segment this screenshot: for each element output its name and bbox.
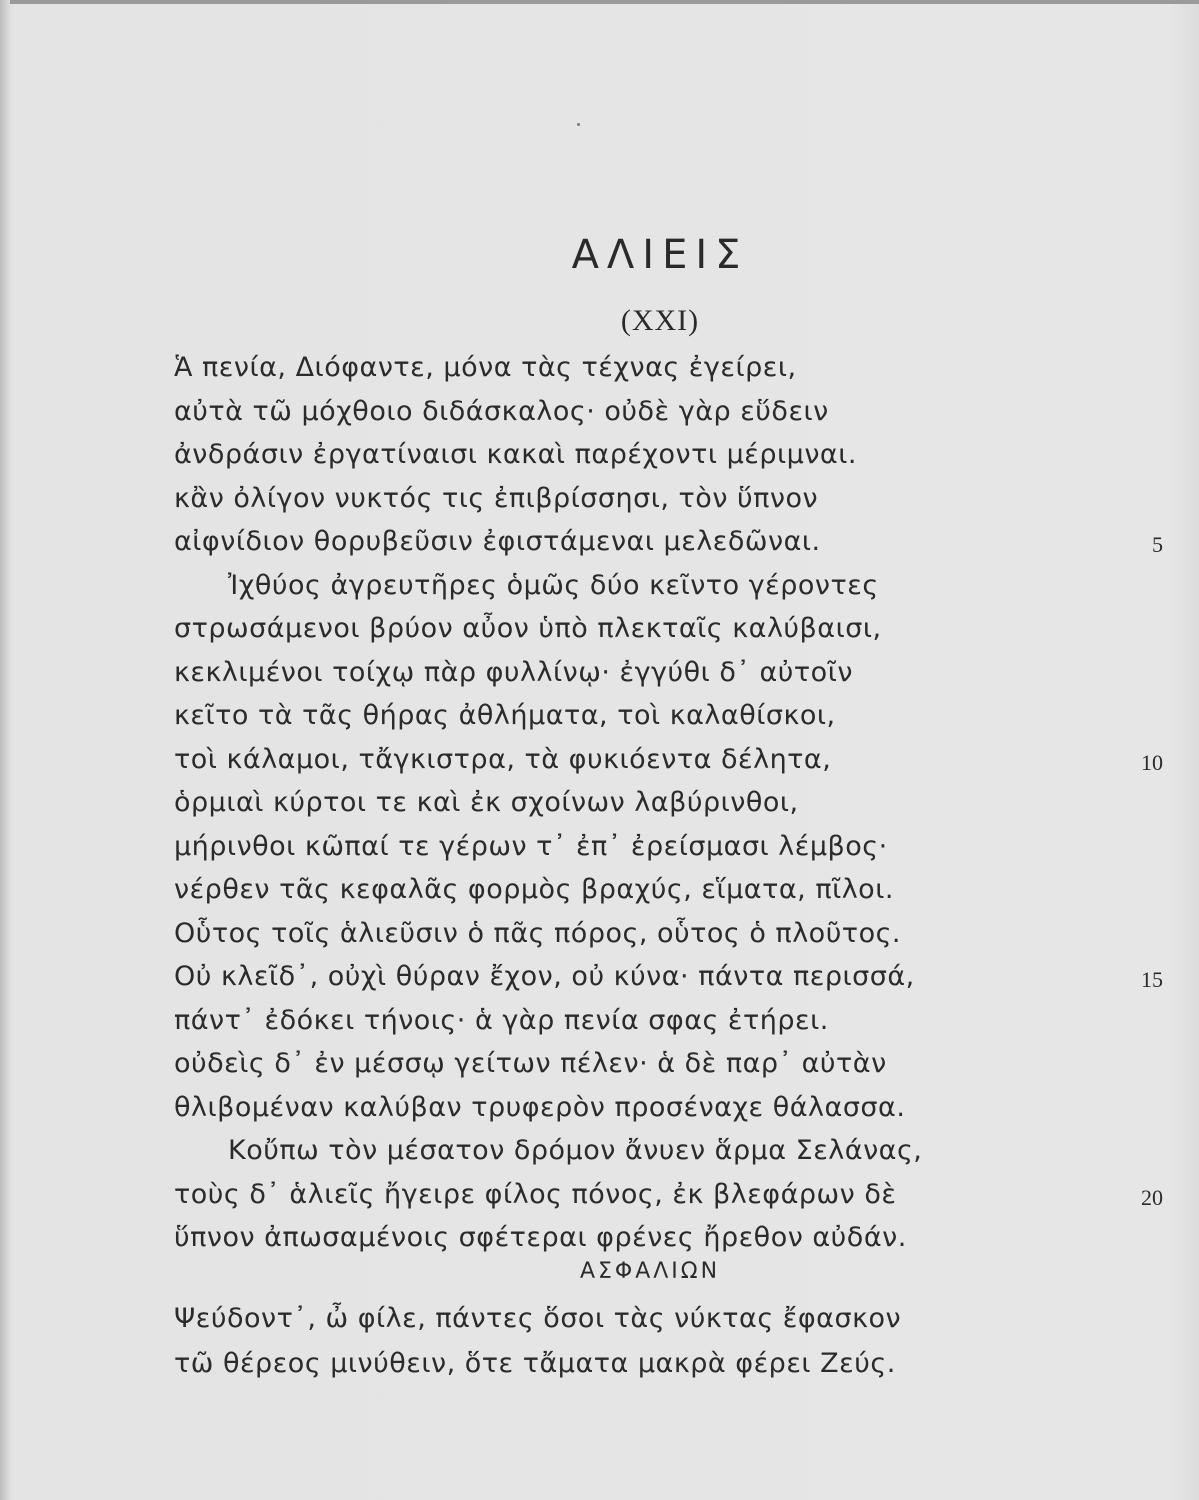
- poem-line: κεκλιμένοι τοίχῳ πὰρ φυλλίνῳ· ἐγγύθι δ᾽ αὐτοῖν: [174, 657, 853, 688]
- poem-line: τοὶ κάλαμοι, τἄγκιστρα, τὰ φυκιόεντα δέλητα,: [174, 744, 832, 775]
- speaker-heading: ΑΣΦΑΛΙΩΝ: [579, 1259, 721, 1284]
- poem-line: Ἰχθύος ἀγρευτῆρες ὁμῶς δύο κεῖντο γέροντες: [228, 570, 879, 601]
- poem-line: Οὐ κλεῖδ᾽, οὐχὶ θύραν ἔχον, οὐ κύνα· πάντα περισσά,: [174, 961, 915, 992]
- poem-line: κἂν ὀλίγον νυκτός τις ἐπιβρίσσησι, τὸν ὕπνον: [174, 483, 819, 514]
- poem-number: (XXI): [620, 304, 700, 337]
- line-number: 20: [1141, 1185, 1163, 1210]
- line-number: 5: [1152, 532, 1163, 557]
- poem-line: αὐτὰ τῶ μόχθοιο διδάσκαλος· οὐδὲ γὰρ εὕδειν: [174, 396, 829, 427]
- poem-line: ἀνδράσιν ἐργατίναισι κακαὶ παρέχοντι μέριμναι.: [174, 439, 857, 470]
- poem-line: Οὗτος τοῖς ἁλιεῦσιν ὁ πᾶς πόρος, οὗτος ὁ πλοῦτος.: [174, 918, 902, 949]
- speech-line: Ψεύδοντ᾽, ὦ φίλε, πάντες ὅσοι τὰς νύκτας ἔφασκον: [174, 1303, 902, 1334]
- ink-speck: [577, 123, 580, 126]
- line-number: 15: [1141, 967, 1163, 992]
- poem-line: μήρινθοι κῶπαί τε γέρων τ᾽ ἐπ᾽ ἐρείσμασι λέμβος·: [174, 831, 888, 862]
- poem-line: νέρθεν τᾶς κεφαλᾶς φορμὸς βραχύς, εἵματα, πῖλοι.: [174, 874, 894, 905]
- poem-line: θλιβομέναν καλύβαν τρυφερὸν προσέναχε θάλασσα.: [174, 1092, 906, 1123]
- poem-line: κεῖτο τὰ τᾶς θήρας ἀθλήματα, τοὶ καλαθίσκοι,: [174, 700, 836, 731]
- poem-line: στρωσάμενοι βρύον αὖον ὑπὸ πλεκταῖς καλύβαισι,: [174, 613, 882, 644]
- poem-line: πάντ᾽ ἐδόκει τήνοις· ἁ γὰρ πενία σφας ἐτήρει.: [174, 1005, 829, 1036]
- poem-line: ὕπνον ἀπωσαμένοις σφέτεραι φρένες ἤρεθον αὐδάν.: [174, 1222, 907, 1253]
- poem-line: αἰφνίδιον θορυβεῦσιν ἐφιστάμεναι μελεδῶναι.: [174, 526, 821, 557]
- poem-title: ΑΛΙΕΙΣ: [571, 232, 749, 278]
- page-top-edge: [0, 0, 1199, 4]
- poem-line: Κοὔπω τὸν μέσατον δρόμον ἄνυεν ἅρμα Σελάνας,: [228, 1135, 923, 1166]
- poem-line: οὐδεὶς δ᾽ ἐν μέσσῳ γείτων πέλεν· ἁ δὲ παρ᾽ αὐτὰν: [174, 1048, 887, 1079]
- poem-line: Ἁ πενία, Διόφαντε, μόνα τὰς τέχνας ἐγείρει,: [174, 352, 797, 383]
- poem-line: ὁρμιαὶ κύρτοι τε καὶ ἐκ σχοίνων λαβύρινθοι,: [174, 787, 799, 818]
- line-number: 10: [1141, 750, 1163, 775]
- poem-line: τοὺς δ᾽ ἁλιεῖς ἤγειρε φίλος πόνος, ἐκ βλεφάρων δὲ: [174, 1179, 897, 1210]
- speech-line: τῶ θέρεος μινύθειν, ὅτε τἄματα μακρὰ φέρει Ζεύς.: [174, 1348, 896, 1379]
